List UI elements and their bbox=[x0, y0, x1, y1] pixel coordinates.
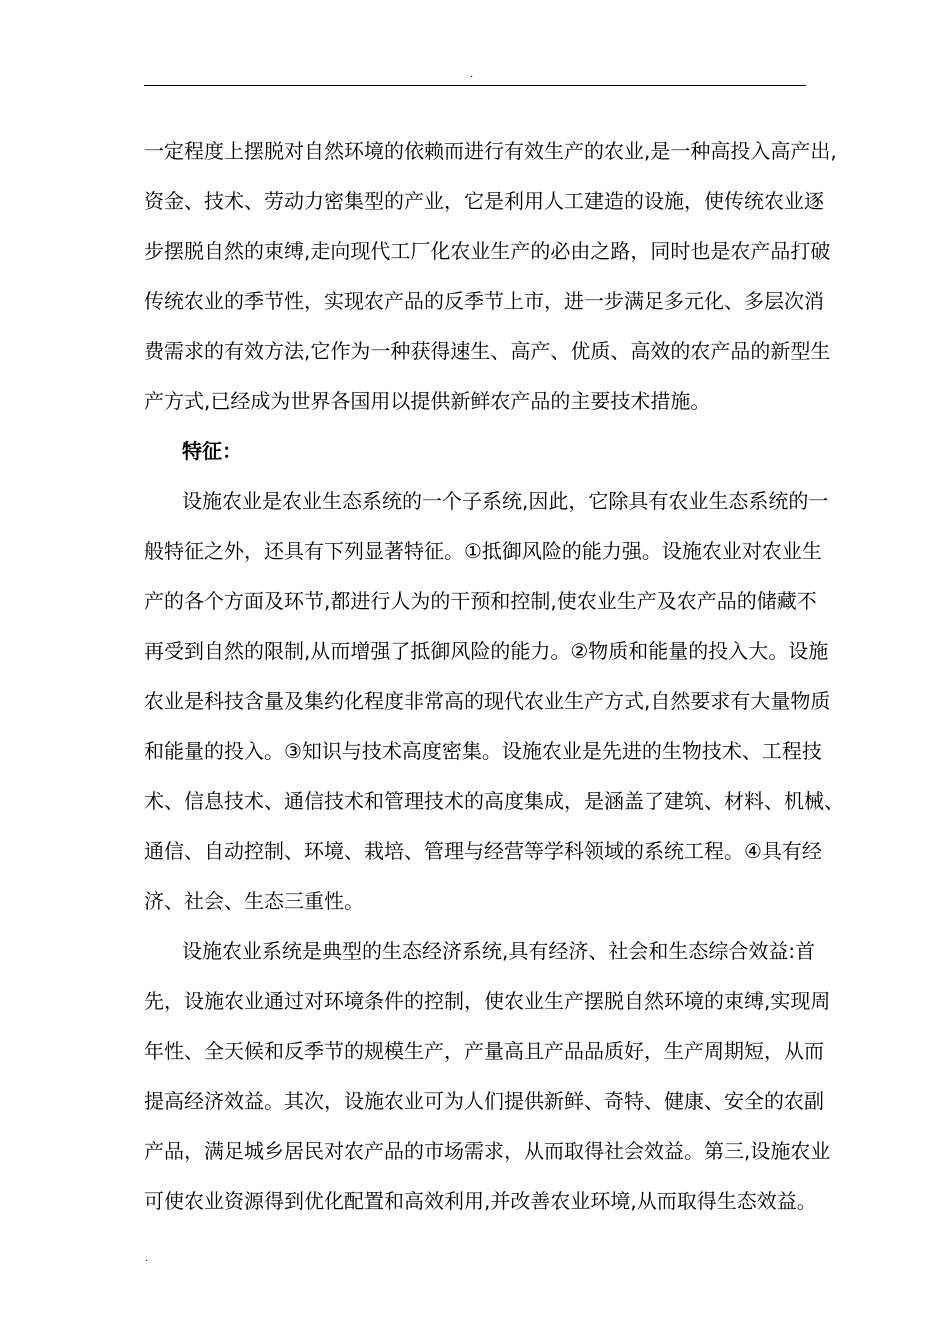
paragraph-line: 先，设施农业通过对环境条件的控制，使农业生产摆脱自然环境的束缚,实现周 bbox=[144, 989, 831, 1013]
paragraph-line: 和能量的投入。③知识与技术高度密集。设施农业是先进的生物技术、工程技 bbox=[144, 739, 822, 763]
paragraph-line: 通信、自动控制、环境、栽培、管理与经营等学科领域的系统工程。④具有经 bbox=[144, 839, 822, 863]
paragraph-line: 设施农业是农业生态系统的一个子系统,因此，它除具有农业生态系统的一 bbox=[182, 489, 829, 513]
paragraph-line: 年性、全天候和反季节的规模生产，产量高且产品品质好，生产周期短，从而 bbox=[144, 1039, 824, 1063]
header-mark: . bbox=[470, 69, 474, 80]
paragraph-line: 农业是科技含量及集约化程度非常高的现代农业生产方式,自然要求有大量物质 bbox=[144, 689, 831, 713]
document-body bbox=[144, 126, 844, 1226]
footer-mark: . bbox=[145, 1253, 149, 1264]
paragraph-line: 设施农业系统是典型的生态经济系统,具有经济、社会和生态综合效益:首 bbox=[182, 939, 816, 963]
paragraph-line: 再受到自然的限制,从而增强了抵御风险的能力。②物质和能量的投入大。设施 bbox=[144, 639, 829, 663]
paragraph-line: 可使农业资源得到优化配置和高效利用,并改善农业环境,从而取得生态效益。 bbox=[144, 1189, 817, 1213]
paragraph-line: 产的各个方面及环节,都进行人为的干预和控制,使农业生产及农产品的储藏不 bbox=[144, 589, 817, 613]
paragraph-line: 般特征之外，还具有下列显著特征。①抵御风险的能力强。设施农业对农业生 bbox=[144, 539, 822, 563]
paragraph-line: 济、社会、生态三重性。 bbox=[144, 889, 364, 913]
header-rule bbox=[144, 85, 806, 86]
paragraph-line: 资金、技术、劳动力密集型的产业，它是利用人工建造的设施，使传统农业逐 bbox=[144, 189, 824, 213]
paragraph-intro bbox=[144, 126, 837, 426]
paragraph-line: 提高经济效益。其次，设施农业可为人们提供新鲜、奇特、健康、安全的农副 bbox=[144, 1089, 824, 1113]
paragraph-line: 产方式,已经成为世界各国用以提供新鲜农产品的主要技术措施。 bbox=[144, 389, 711, 413]
paragraph-line: 一定程度上摆脱对自然环境的依赖而进行有效生产的农业,是一种高投入高产出, bbox=[144, 139, 837, 163]
paragraph-line: 费需求的有效方法,它作为一种获得速生、高产、优质、高效的农产品的新型生 bbox=[144, 339, 831, 363]
paragraph-line: 产品，满足城乡居民对农产品的市场需求，从而取得社会效益。第三,设施农业 bbox=[144, 1139, 831, 1163]
paragraph-line: 步摆脱自然的束缚,走向现代工厂化农业生产的必由之路，同时也是农产品打破 bbox=[144, 239, 831, 263]
paragraph-features bbox=[144, 476, 844, 926]
paragraph-line: 传统农业的季节性，实现农产品的反季节上市，进一步满足多元化、多层次消 bbox=[144, 289, 824, 313]
paragraph-benefits bbox=[144, 926, 831, 1226]
section-heading: 特征： bbox=[182, 439, 242, 463]
paragraph-line: 术、信息技术、通信技术和管理技术的高度集成，是涵盖了建筑、材料、机械、 bbox=[144, 789, 844, 813]
